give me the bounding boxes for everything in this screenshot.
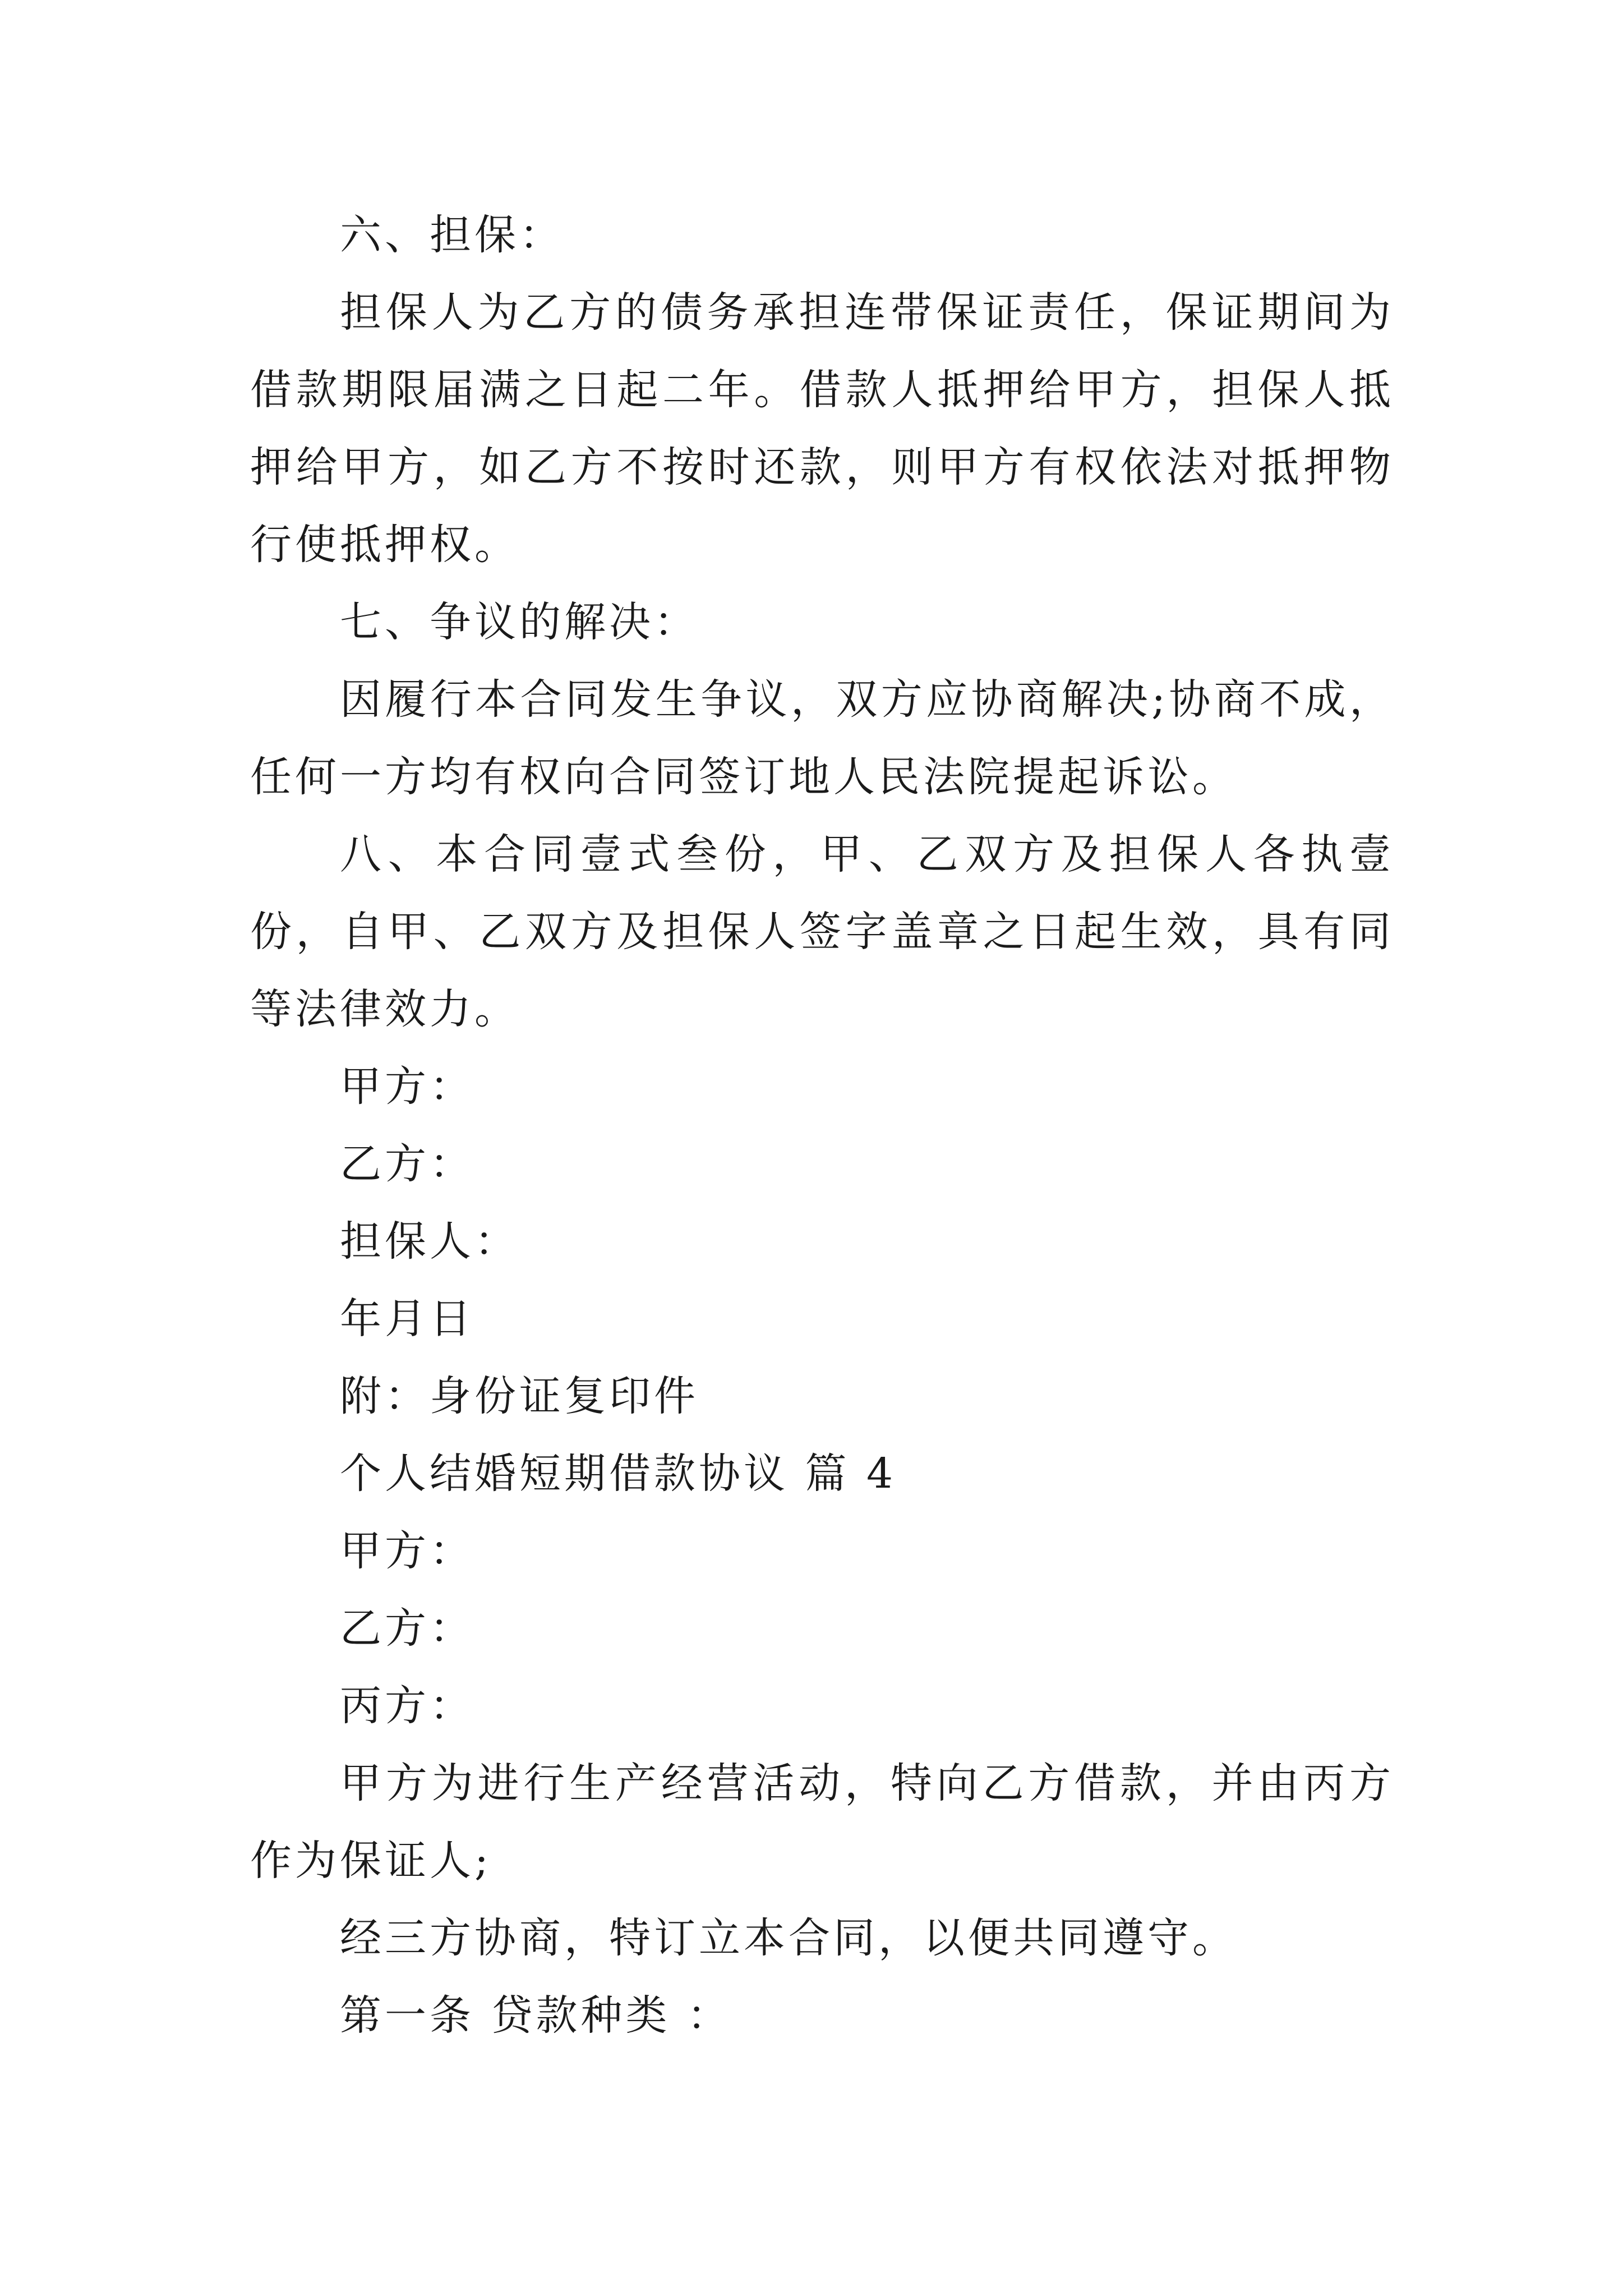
attachment-line: 附：身份证复印件 — [340, 1372, 699, 1420]
guarantor-label: 担保人： — [340, 1217, 519, 1266]
document-body — [250, 196, 1394, 2054]
purpose-paragraph: 甲方为进行生产经营活动，特向乙方借款，并由丙方作为保证人; — [250, 1759, 1394, 1885]
copies-paragraph: 八、本合同壹式叁份，甲、乙双方及担保人各执壹份，自甲、乙双方及担保人签字盖章之日起生效，具有同等法律效力。 — [250, 830, 1394, 1033]
article-one-heading: 第一条 贷款种类 ： — [340, 1991, 732, 2040]
guarantee-paragraph: 担保人为乙方的债务承担连带保证责任，保证期间为借款期限届满之日起二年。借款人抵押给甲方，担保人抵押给甲方，如乙方不按时还款，则甲方有权依法对抵押物行使抵押权。 — [250, 288, 1394, 569]
agreement-title: 个人结婚短期借款协议 篇 4 — [340, 1450, 897, 1498]
party-c-label: 丙方： — [340, 1682, 474, 1730]
consensus-paragraph: 经三方协商，特订立本合同，以便共同遵守。 — [340, 1914, 1237, 1962]
date-line: 年月日 — [340, 1295, 474, 1343]
dispute-paragraph: 因履行本合同发生争议，双方应协商解决;协商不成，任何一方均有权向合同签订地人民法院提起诉讼。 — [250, 675, 1394, 801]
party-b-label: 乙方： — [340, 1140, 474, 1188]
section-heading-guarantee: 六、担保： — [340, 211, 564, 259]
section-heading-dispute: 七、争议的解决： — [340, 598, 699, 646]
party-a-label: 甲方： — [340, 1062, 474, 1111]
party-b-label-2: 乙方： — [340, 1604, 474, 1653]
party-a-label-2: 甲方： — [340, 1527, 474, 1575]
